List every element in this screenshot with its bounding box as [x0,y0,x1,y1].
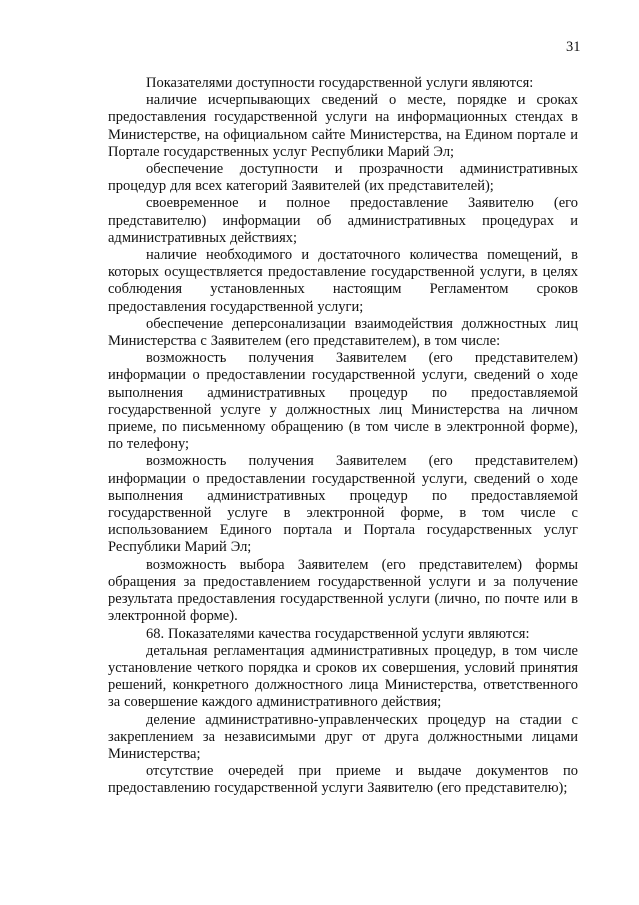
paragraph-transparency: обеспечение доступности и прозрачности административных процедур для всех категорий Заявителей (их представителей); [108,161,578,195]
paragraph-choice-of-form: возможность выбора Заявителем (его представителем) формы обращения за предоставлением государственной услуги и за получение результата предоставления государственной услуги (лично, по почте или в электронной форме). [108,556,578,625]
page-number: 31 [566,39,581,55]
paragraph-no-queues: отсутствие очередей при приеме и выдаче документов по предоставлению государственной услуги Заявителю (его представителю); [108,763,578,797]
paragraph-info-electronic: возможность получения Заявителем (его представителем) информации о предоставлении государственной услуги, сведений о ходе выполнения административных процедур по предоставляемой государственной услуге в электронной форме, в том числе с использованием Единого портала и Портала государственных услуг Республики Марий Эл; [108,453,578,556]
paragraph-availability-intro: Показателями доступности государственной услуги являются: [146,75,534,91]
paragraph-exhaustive-info: наличие исчерпывающих сведений о месте, порядке и сроках предоставления государственной услуги на информационных стендах в Министерстве, на официальном сайте Министерства, на Едином портале и Портале государственных услуг Республики Марий Эл; [108,92,578,160]
paragraph-info-personal-reception: возможность получения Заявителем (его представителем) информации о предоставлении государственной услуги, сведений о ходе выполнения административных процедур по предоставляемой государственной услуге у должностных лиц Министерства на личном приеме, по письменному обращению (в том числе в электронной форме), по телефону; [108,350,578,453]
paragraph-quality-intro: 68. Показателями качества государственной услуги являются: [146,625,530,642]
paragraph-division-procedures: деление административно-управленческих процедур на стадии с закреплением за независимыми друг от друга должностными лицами Министерства; [108,711,578,762]
paragraph-detailed-regulation: детальная регламентация административных процедур, в том числе установление четкого порядка и сроков их совершения, условий принятия решений, конкретного должностного лица Министерства, ответственного за совершение каждого административного действия; [108,642,578,711]
paragraph-depersonalization: обеспечение деперсонализации взаимодействия должностных лиц Министерства с Заявителем (его представителем), в том числе: [108,315,578,350]
paragraph-premises: наличие необходимого и достаточного количества помещений, в которых осуществляется предоставление государственной услуги, в целях соблюдения установленных настоящим Регламентом сроков предоставления государственной услуги; [108,247,578,315]
paragraph-timely-info: своевременное и полное предоставление Заявителю (его представителю) информации об административных процедурах и административных действиях; [108,195,578,246]
page-body [108,75,578,798]
